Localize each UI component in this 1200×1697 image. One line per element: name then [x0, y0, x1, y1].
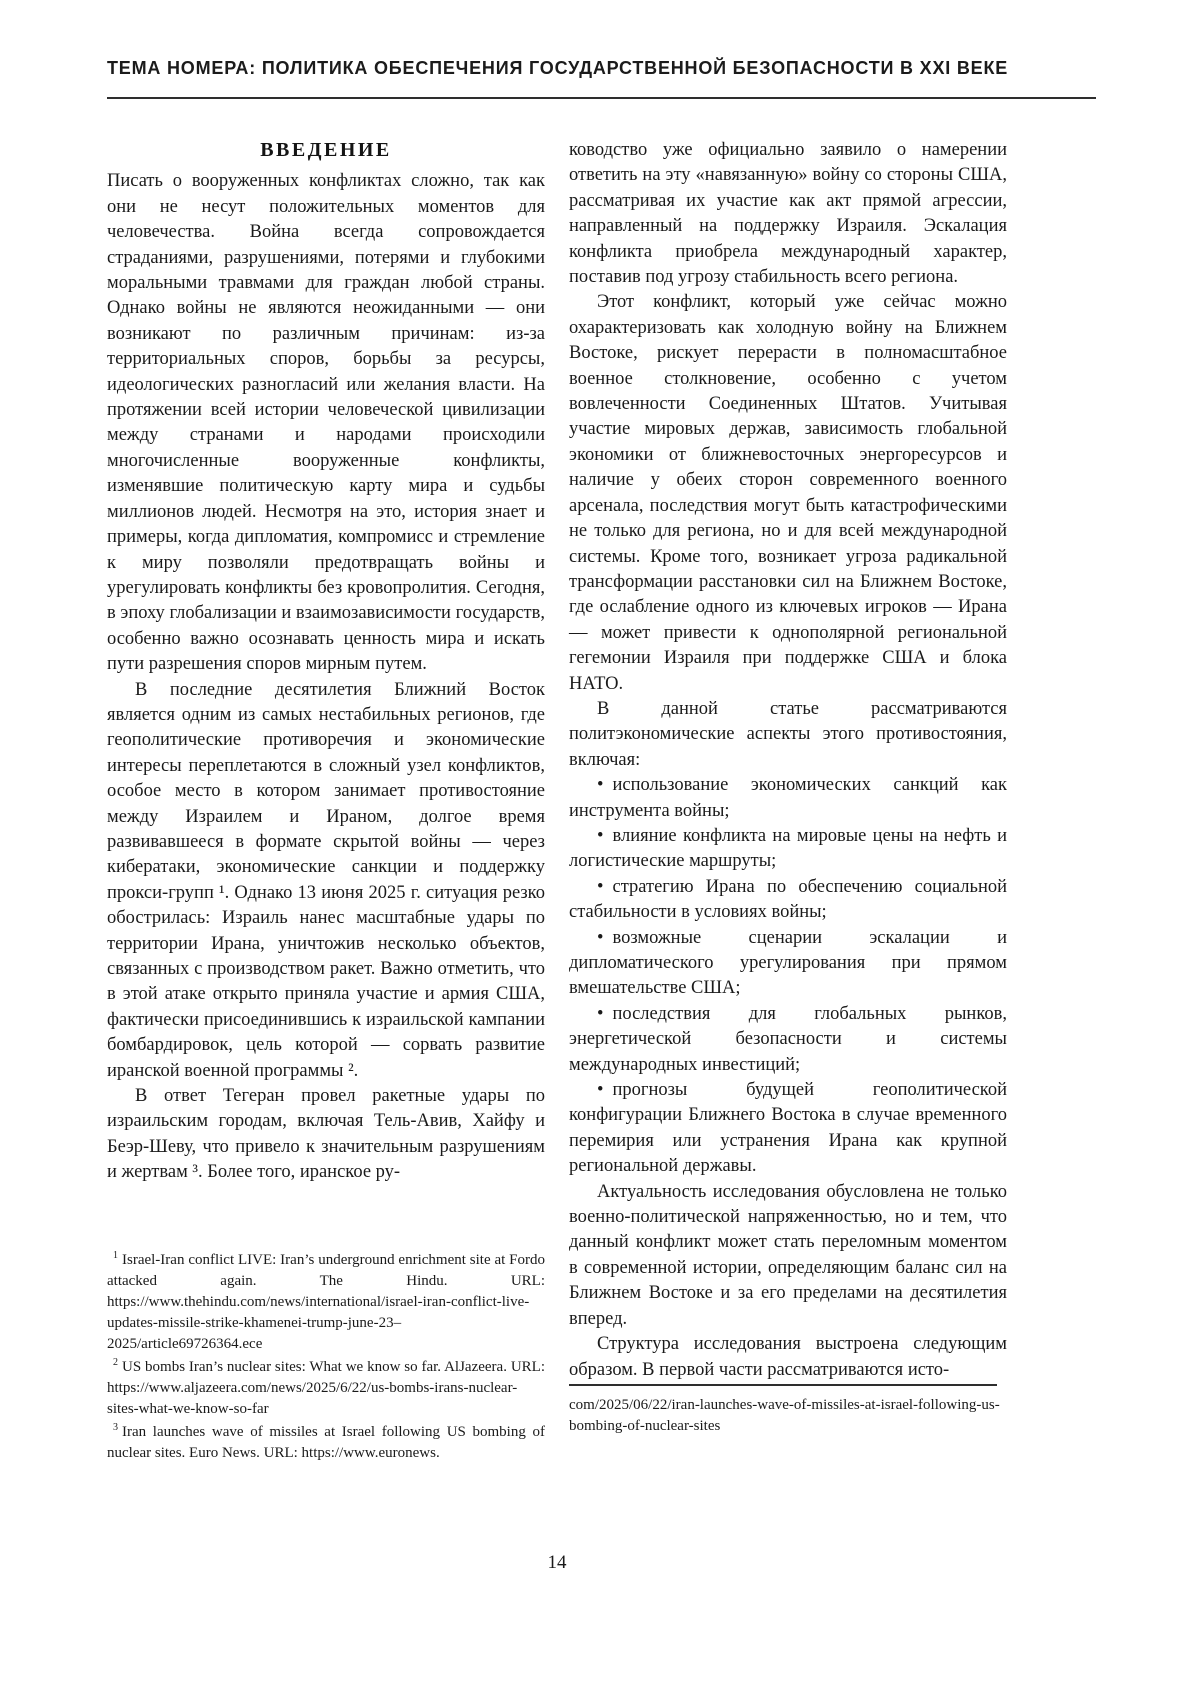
paragraph: В данной статье рассматриваются политэкономические аспекты этого противостояния, включая:	[569, 698, 1007, 770]
bullet-text: последствия для глобальных рынков, энергетической безопасности и системы международных инвестиций;	[569, 1003, 1007, 1075]
footnote-marker: 2	[113, 1357, 118, 1368]
bullet-text: влияние конфликта на мировые цены на нефть и логистические маршруты;	[569, 825, 1007, 872]
paragraph: В ответ Тегеран провел ракетные удары по израильским городам, включая Тель-Авив, Хайфу и Беэр-Шеву, что привело к значительным разрушениям и жертвам ³. Более того, иранское ру-	[107, 1086, 545, 1183]
footnote-marker: 1	[113, 1250, 118, 1261]
page-number: 14	[547, 1552, 567, 1573]
paragraph: Актуальность исследования обусловлена не только военно-политической напряженностью, но и тем, что данный конфликт может стать переломным моментом в современной истории, определяющим баланс сил на Ближнем Востоке и за его пределами на десятилетия вперед.	[569, 1181, 1007, 1329]
footnote-text: US bombs Iran’s nuclear sites: What we know so far. AlJazeera. URL: https://www.aljazeera.com/news/2025/6/22/us-bombs-irans-nuclear-sites-what-we-know-so-far	[107, 1359, 545, 1417]
bullet-marker: •	[597, 876, 604, 897]
footnote-text: Iran launches wave of missiles at Israel following US bombing of nuclear sites. Euro News. URL: https://www.euronews.	[107, 1424, 545, 1461]
header-rule	[107, 97, 1096, 99]
running-header-text: ТЕМА НОМЕРА: ПОЛИТИКА ОБЕСПЕЧЕНИЯ ГОСУДАРСТВЕННОЙ БЕЗОПАСНОСТИ В XXI ВЕКЕ	[107, 58, 1009, 78]
bullet-item	[569, 824, 1007, 875]
footnote-continuation-text: com/2025/06/22/iran-launches-wave-of-missiles-at-israel-following-us-bombing-of-nuclear-sites	[569, 1396, 1000, 1434]
bullet-text: возможные сценарии эскалации и дипломатического урегулирования при прямом вмешательстве США;	[569, 927, 1007, 999]
bullet-item	[569, 875, 1007, 926]
section-title: ВВЕДЕНИЕ	[260, 139, 392, 161]
bullet-marker: •	[597, 775, 604, 796]
left-column	[107, 138, 545, 1186]
footnote	[107, 1250, 545, 1355]
paragraph: ководство уже официально заявило о намерении ответить на эту «навязанную» войну со стороны США, рассматривая их участие как акт прямой агрессии, направленный на поддержку Израиля. Эскалация конфликта приобрела международный характер, поставив под угрозу стабильность всего региона.	[569, 140, 1007, 288]
paragraph: В последние десятилетия Ближний Восток является одним из самых нестабильных регионов, где геополитические противоречия и экономические интересы переплетаются в сложный узел конфликтов, особое место в котором занимает противостояние между Израилем и Ираном, долгое время развивавшееся в формате скрытой войны — через кибератаки, экономические санкции и поддержку прокси-групп ¹. Однако 13 июня 2025 г. ситуация резко обострилась: Израиль нанес масштабные удары по территории Ирана, уничтожив несколько объектов, связанных с производством ракет. Важно отметить, что в этой атаке открыто приняла участие и армия США, фактически присоединившись к израильской кампании бомбардировок, цель которой — сорвать развитие иранской военной программы ².	[107, 679, 545, 1081]
footnote-marker: 3	[113, 1422, 118, 1433]
bullet-item	[569, 773, 1007, 824]
bullet-text: прогнозы будущей геополитической конфигурации Ближнего Востока в случае временного перемирия или устранения Ирана как крупной региональной державы.	[569, 1080, 1007, 1177]
bullet-item	[569, 1002, 1007, 1078]
right-footnote-continuation	[569, 1384, 1007, 1439]
footnote-text: Israel-Iran conflict LIVE: Iran’s underground enrichment site at Fordo attacked again. The Hindu. URL: https://www.thehindu.com/news/international/israel-iran-conflict-live-updates-missile-strike-khamenei-trump-june-23–2025/article69726364.ece	[107, 1252, 545, 1352]
running-header	[107, 58, 1097, 79]
footnote	[107, 1357, 545, 1420]
footnote-rule	[569, 1384, 997, 1386]
bullet-marker: •	[597, 1003, 604, 1024]
bullet-marker: •	[597, 927, 604, 948]
bullet-item	[569, 926, 1007, 1002]
left-footnotes	[107, 1250, 545, 1466]
bullet-text: стратегию Ирана по обеспечению социальной стабильности в условиях войны;	[569, 876, 1007, 923]
paragraph: Писать о вооруженных конфликтах сложно, так как они не несут положительных моментов для человечества. Война всегда сопровождается страданиями, разрушениями, потерями и глубокими моральными травмами для граждан любой страны. Однако войны не являются неожиданными — они возникают по различным причинам: из-за территориальных споров, борьбы за ресурсы, идеологических разногласий или желания власти. На протяжении всей истории человеческой цивилизации между странами и народами происходили многочисленные вооруженные конфликты, изменявшие политическую карту мира и судьбы миллионов людей. Несмотря на это, история знает и примеры, когда дипломатия, компромисс и стремление к миру позволяли предотвращать войны и урегулировать конфликты без кровопролития. Сегодня, в эпоху глобализации и взаимозависимости государств, особенно важно осознавать ценность мира и искать пути разрешения споров мирным путем.	[107, 171, 545, 675]
bullet-item	[569, 1078, 1007, 1180]
paragraph: Структура исследования выстроена следующим образом. В первой части рассматриваются исто-	[569, 1334, 1007, 1380]
footnote	[107, 1422, 545, 1464]
bullet-marker: •	[597, 1080, 604, 1101]
paragraph: Этот конфликт, который уже сейчас можно охарактеризовать как холодную войну на Ближнем Востоке, рискует перерасти в полномасштабное военное столкновение, особенно с учетом вовлеченности Соединенных Штатов. Учитывая участие мировых держав, зависимость глобальной экономики от ближневосточных энергоресурсов и наличие у обеих сторон современного военного арсенала, последствия могут быть катастрофическими не только для региона, но и для всей международной системы. Кроме того, возникает угроза радикальной трансформации расстановки сил на Ближнем Востоке, где ослабление одного из ключевых игроков — Ирана — может привести к однополярной региональной гегемонии Израиля при поддержке США и блока НАТО.	[569, 292, 1007, 694]
right-column	[569, 138, 1007, 1383]
bullet-text: использование экономических санкций как инструмента войны;	[569, 775, 1007, 821]
bullet-marker: •	[597, 825, 604, 846]
